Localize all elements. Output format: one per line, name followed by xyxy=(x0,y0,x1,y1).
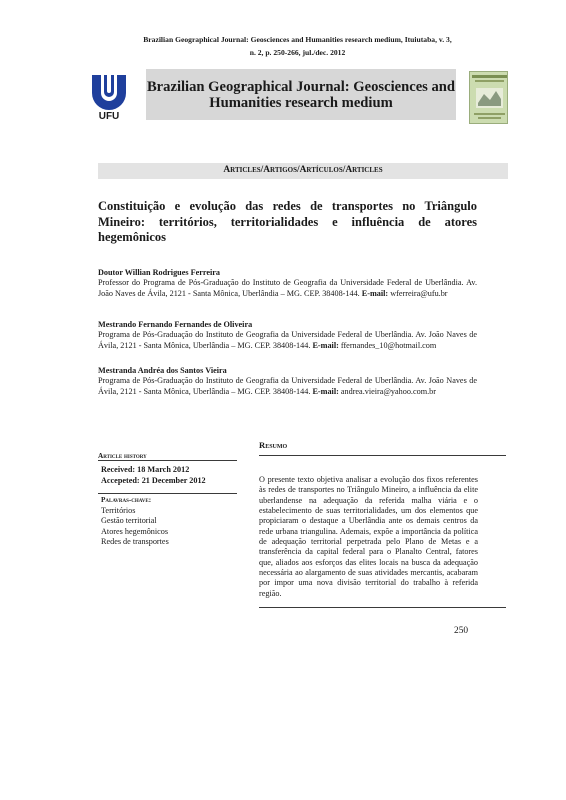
email-label: E-mail: xyxy=(312,386,339,396)
keyword-item: Gestão territorial xyxy=(101,516,157,526)
journal-title: Brazilian Geographical Journal: Geosciences and Humanities research medium xyxy=(146,78,456,111)
author-name: Doutor Willian Rodrigues Ferreira xyxy=(98,268,220,277)
author-name: Mestrando Fernando Fernandes de Oliveira xyxy=(98,320,253,329)
affiliation-text: Programa de Pós-Graduação do Instituto de Geografia da Universidade Federal de Uberlândia. Av. João Naves de Ávila, 2121 - Santa Mônica, Uberlândia – MG. CEP. 38408-144. xyxy=(98,330,477,350)
affiliation-text: Professor do Programa de Pós-Graduação do Instituto de Geografia da Universidade Federal de Uberlândia. Av. João Naves de Ávila, 2121 - Santa Mônica, Uberlândia – MG. CEP. 38408-144. xyxy=(98,278,477,298)
journal-reference-line2: n. 2, p. 250-266, jul./dec. 2012 xyxy=(249,48,346,57)
keyword-item: Atores hegemônicos xyxy=(101,526,169,536)
author-affiliation xyxy=(98,278,477,300)
section-label: Articles/Artigos/Artículos/Articles xyxy=(223,165,383,175)
keywords-divider xyxy=(98,493,237,494)
abstract-bottom-divider xyxy=(259,607,506,608)
author-email: ffernandes_10@hotmail.com xyxy=(340,340,437,350)
ufu-logo xyxy=(89,72,129,124)
keywords-list xyxy=(101,506,169,547)
author-name: Mestranda Andréa dos Santos Vieira xyxy=(98,366,227,375)
author-affiliation xyxy=(98,330,477,352)
journal-cover-icon xyxy=(470,72,508,124)
author-affiliation xyxy=(98,376,477,398)
ufu-logo-text: UFU xyxy=(98,111,120,122)
affiliation-text: Programa de Pós-Graduação do Instituto de Geografia da Universidade Federal de Uberlândia. Av. João Naves de Ávila, 2121 - Santa Mônica, Uberlândia – MG. CEP. 38408-144. xyxy=(98,376,477,396)
keyword-item: Redes de transportes xyxy=(101,536,169,546)
accepted-date: Accepeted: 21 December 2012 xyxy=(101,476,206,485)
email-label: E-mail: xyxy=(312,340,339,350)
abstract-label: Resumo xyxy=(259,440,288,450)
journal-cover-image xyxy=(469,71,508,124)
author-block xyxy=(98,366,477,398)
page-number: 250 xyxy=(454,626,469,636)
journal-reference xyxy=(90,33,505,59)
author-block xyxy=(98,268,477,300)
author-block xyxy=(98,320,477,352)
abstract-text: O presente texto objetiva analisar a evolução dos fixos referentes às redes de transportes no Triângulo Mineiro, a influência da elite uberlandense na adequação da referida malha viária e o estabelecimento de suas territorialidades, um dos elementos que propiciaram o destaque a Uberlândia ante os demais centros da rede urbana triangulina. Ademais, expõe a importância da política de adequação territorial perpetrada pelo Plano de Metas e a transferência da capital federal para o Planalto Central, fatores que, aliados aos esforços das elites locais na busca da adequação necessária ao alargamento de suas atividades mercantis, acabaram por impor uma nova divisão territorial do trabalho à referida região. xyxy=(259,475,478,598)
received-date: Received: 18 March 2012 xyxy=(101,465,190,474)
article-history-label: Article history xyxy=(98,452,147,460)
keywords-label: Palavras-chave: xyxy=(101,496,152,504)
article-title: Constituição e evolução das redes de transportes no Triângulo Mineiro: territórios, territorialidades e influência de atores hegemônicos xyxy=(98,199,477,244)
author-email: andrea.vieira@yahoo.com.br xyxy=(340,386,436,396)
history-divider xyxy=(98,460,237,461)
email-label: E-mail: xyxy=(361,288,389,298)
abstract-divider xyxy=(259,455,506,456)
journal-masthead xyxy=(146,69,456,120)
author-email: wferreira@ufu.br xyxy=(390,288,448,298)
keyword-item: Territórios xyxy=(101,506,136,515)
journal-reference-line1: Brazilian Geographical Journal: Geosciences and Humanities research medium, Ituiutaba, v. 3, xyxy=(143,35,452,44)
